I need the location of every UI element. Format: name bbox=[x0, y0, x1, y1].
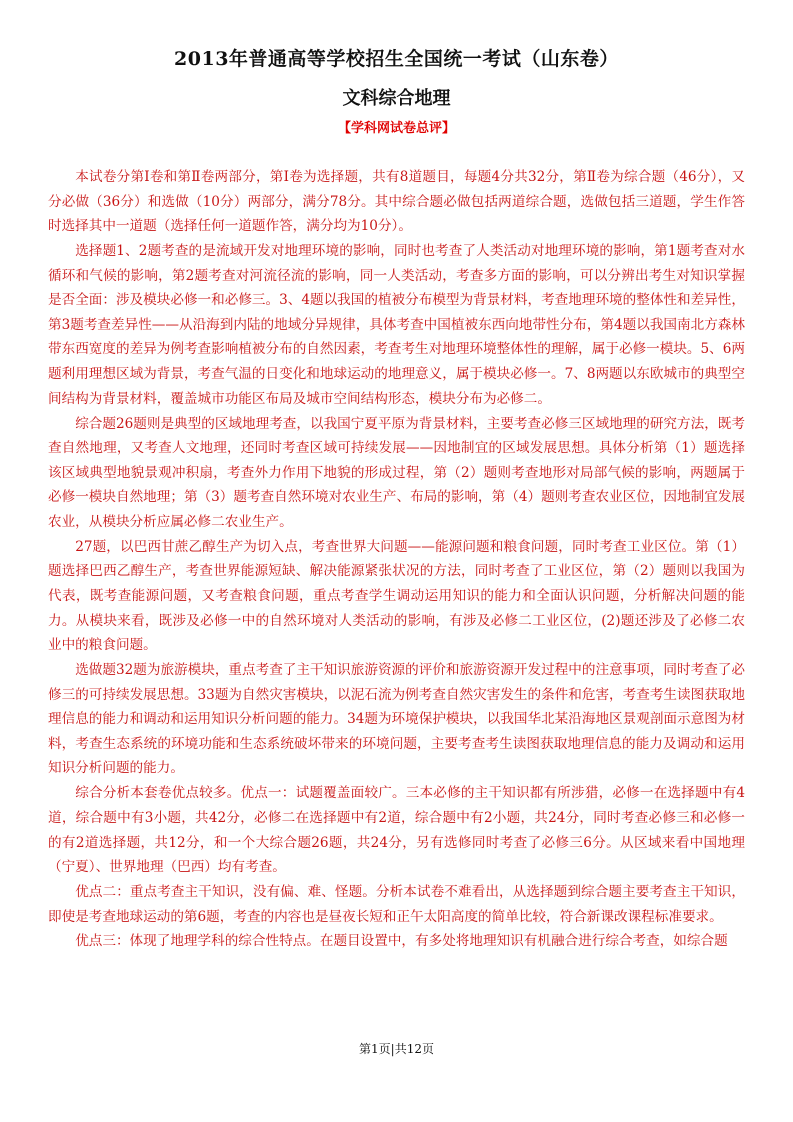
paragraph-overview: 本试卷分第Ⅰ卷和第Ⅱ卷两部分，第Ⅰ卷为选择题，共有8道题目，每题4分共32分，第Ⅱ卷为综合题（46分），又分必做（36分）和选做（10分）两部分，满分78分。其中综合题必做包括两道综合题，选做包括三道题，学生作答时选择其中一道题（选择任何一道题作答，满分均为10分）。 bbox=[48, 169, 745, 235]
paragraph-elective: 选做题32题为旅游模块，重点考查了主干知识旅游资源的评价和旅游资源开发过程中的注意事项，同时考查了必修三的可持续发展思想。33题为自然灾害模块，以泥石流为例考查自然灾害发生的条件和危害，考查考生读图获取地理信息的能力和调动和运用知识分析问题的能力。34题为环境保护模块，以我国华北某沿海地区景观剖面示意图为材料，考查生态系统的环境功能和生态系统破坏带来的环境问题，主要考查考生读图获取地理信息的能力及调动和运用知识分析问题的能力。 bbox=[48, 662, 745, 777]
paragraph-advantage-1: 综合分析本套卷优点较多。优点一：试题覆盖面较广。三本必修的主干知识都有所涉猎，必修一在选择题中有4道，综合题中有3小题，共42分，必修二在选择题中有2道，综合题中有2小题，共24分，同时考查必修三和必修一的有2道选择题，共12分，和一个大综合题26题，共24分，另有选修同时考查了必修三6分。从区域来看中国地理（宁夏）、世界地理（巴西）均有考查。 bbox=[48, 785, 745, 876]
page-title: 2013年普通高等学校招生全国统一考试（山东卷） bbox=[174, 48, 619, 70]
body-text bbox=[48, 165, 745, 954]
paragraph-question-27: 27题，以巴西甘蔗乙醇生产为切入点，考查世界大问题——能源问题和粮食问题，同时考查工业区位。第（1）题选择巴西乙醇生产，考查世界能源短缺、解决能源紧张状况的方法，同时考查了工业区位，第（2）题则以我国为代表，既考查能源问题，又考查粮食问题，重点考查学生调动运用知识的能力和全面认识问题，分析解决问题的能力。从模块来看，既涉及必修一中的自然环境对人类活动的影响，有涉及必修二工业区位，(2)题还涉及了必修二农业中的粮食问题。 bbox=[48, 538, 745, 654]
page-subtitle: 文科综合地理 bbox=[342, 88, 451, 109]
paragraph-advantage-2: 优点二：重点考查主干知识，没有偏、难、怪题。分析本试卷不难看出，从选择题到综合题主要考查主干知识，即使是考查地球运动的第6题，考查的内容也是昼夜长短和正午太阳高度的简单比较，符合新课改课程标准要求。 bbox=[48, 884, 745, 925]
page-number: 第1页|共12页 bbox=[359, 1042, 434, 1056]
review-label: 【学科网试卷总评】 bbox=[337, 121, 455, 136]
paragraph-multiple-choice: 选择题1、2题考查的是流域开发对地理环境的影响，同时也考查了人类活动对地理环境的影响，第1题考查对水循环和气候的影响，第2题考查对河流径流的影响，同一人类活动，考查多方面的影响，可以分辨出考生对知识掌握是否全面：涉及模块必修一和必修三。3、4题以我国的植被分布模型为背景材料，考查地理环境的整体性和差异性，第3题考查差异性——从沿海到内陆的地域分异规律，具体考查中国植被东西向地带性分布，第4题以我国南北方森林带东西宽度的差异为例考查影响植被分布的自然因素，考查考生对地理环境整体性的理解，属于必修一模块。5、6两题利用理想区域为背景，考查气温的日变化和地球运动的地理意义，属于模块必修一。7、8两题以东欧城市的典型空间结构为背景材料，覆盖城市功能区布局及城市空间结构形态，模块分布为必修二。 bbox=[48, 243, 745, 407]
paragraph-advantage-3: 优点三：体现了地理学科的综合性特点。在题目设置中，有多处将地理知识有机融合进行综合考查，如综合题 bbox=[75, 933, 728, 950]
paragraph-question-26: 综合题26题则是典型的区域地理考查，以我国宁夏平原为背景材料，主要考查必修三区域地理的研究方法，既考查自然地理，又考查人文地理，还同时考查区域可持续发展——因地制宜的区域发展思想。具体分析第（1）题选择该区域典型地貌景观冲积扇，考查外力作用下地貌的形成过程，第（2）题则考查地形对局部气候的影响，两题属于必修一模块自然地理；第（3）题考查自然环境对农业生产、布局的影响，第（4）题则考查农业区位，因地制宜发展农业，从模块分析应属必修二农业生产。 bbox=[48, 415, 745, 530]
